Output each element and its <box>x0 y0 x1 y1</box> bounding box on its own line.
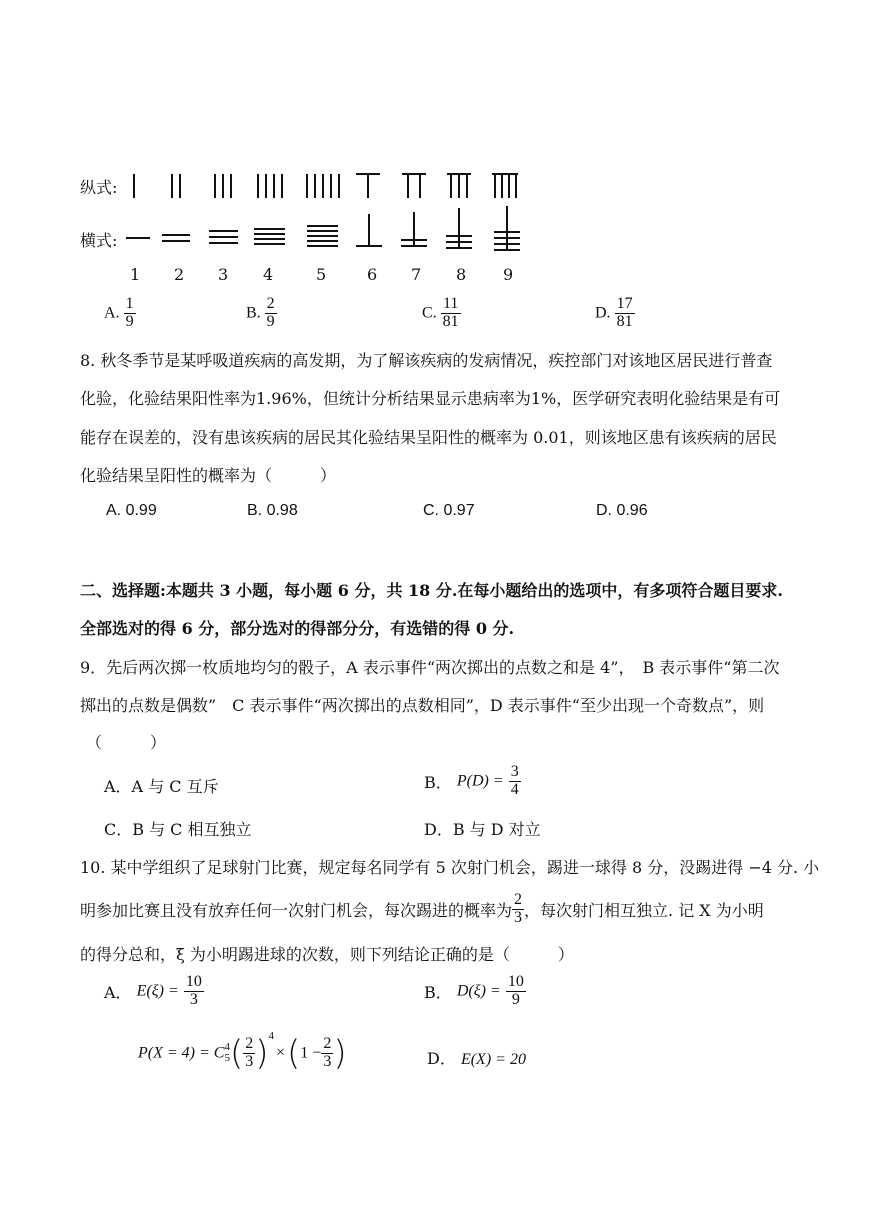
q10-option-d[interactable] <box>427 1046 526 1069</box>
q9-b-den: 4 <box>510 780 519 798</box>
q10-option-a[interactable] <box>104 974 204 1009</box>
q9-option-a[interactable]: A．A 与 C 互斥 <box>104 777 219 796</box>
q10-line-2-a: 明参加比赛且没有放弃任何一次射门机会，每次踢进的概率为 <box>80 900 513 920</box>
q7-b-den: 9 <box>266 312 275 330</box>
q10-prob-num: 2 <box>514 891 523 908</box>
q8-option-b[interactable] <box>247 502 298 520</box>
q10-a-num: 10 <box>185 973 202 990</box>
q9-line-2: 掷出的点数是偶数” C 表示事件“两次掷出的点数相同”，D 表示事件“至少出现一个奇数点”，则 <box>80 696 765 715</box>
q10-c-expr: P(X = 4) = C <box>138 1044 225 1062</box>
q9-line-3: （ ） <box>86 733 167 752</box>
q8-option-c[interactable] <box>423 502 475 520</box>
q9-option-c[interactable]: C．B 与 C 相互独立 <box>104 820 252 839</box>
q10-a-prefix: A． <box>104 982 132 1002</box>
q7-b-num: 2 <box>266 295 275 312</box>
digit-3: 3 <box>218 265 229 284</box>
section-2-line-1: 二、选择题:本题共 3 小题，每小题 6 分，共 18 分.在每小题给出的选项中，有多项符合题目要求. <box>80 581 784 600</box>
q7-option-a-letter: A. <box>104 304 120 322</box>
q9-option-d[interactable]: D．B 与 D 对立 <box>424 820 541 839</box>
vertical-rods-label: 纵式: <box>80 178 118 197</box>
q10-c-fraction-1 <box>243 1036 255 1071</box>
horizontal-rods <box>126 206 520 250</box>
q7-option-d-fraction <box>615 296 635 331</box>
q10-b-den: 9 <box>511 990 520 1008</box>
q10-b-prefix: B． <box>424 982 452 1002</box>
q10-a-expr: E(ξ) = <box>136 982 179 1000</box>
q8-b-letter: B. <box>247 502 263 519</box>
q7-option-d-letter: D. <box>595 304 611 322</box>
q10-b-expr: D(ξ) = <box>456 982 501 1000</box>
digit-5: 5 <box>316 265 327 284</box>
q10-a-fraction <box>184 974 204 1009</box>
q9-b-num: 3 <box>510 763 519 780</box>
q10-b-fraction <box>506 974 526 1009</box>
q7-option-c[interactable] <box>422 296 461 331</box>
q10-c-binom-sub: 5 <box>224 1052 230 1065</box>
q10-c-power: 4 <box>268 1030 274 1042</box>
digit-2: 2 <box>174 265 185 284</box>
q10-line-2-b: ，每次射门相互独立. 记 X 为小明 <box>524 900 764 920</box>
digit-8: 8 <box>456 265 467 284</box>
q10-c-num-2: 2 <box>323 1035 332 1052</box>
q7-c-num: 11 <box>442 295 459 312</box>
q7-a-den: 9 <box>125 312 134 330</box>
q8-a-letter: A. <box>106 502 122 519</box>
q10-c-one-minus: 1 − <box>300 1044 322 1062</box>
q9-option-b[interactable] <box>424 764 521 799</box>
q10-c-left-paren-1: ( <box>229 1033 244 1074</box>
q9-line-1: 9．先后两次掷一枚质地均匀的骰子，A 表示事件“两次掷出的点数之和是 4”， B 表示事件“第二次 <box>80 658 780 677</box>
q7-c-den: 81 <box>442 312 459 330</box>
q7-option-b-fraction <box>265 296 277 331</box>
q10-d-prefix: D． <box>427 1049 456 1068</box>
vertical-rods <box>134 174 518 198</box>
q10-prob-fraction <box>512 892 524 927</box>
q10-a-den: 3 <box>189 990 198 1008</box>
q10-c-fraction-2 <box>321 1036 333 1071</box>
q10-c-right-paren-1: ) <box>255 1033 269 1074</box>
q10-line-1: 10. 某中学组织了足球射门比赛，规定每名同学有 5 次射门机会，踢进一球得 8 分，没踢进得 −4 分. 小 <box>80 858 820 877</box>
q8-line-1: 8. 秋冬季节是某呼吸道疾病的高发期，为了解该疾病的发病情况，疾控部门对该地区居民进行普查 <box>80 351 773 370</box>
q10-c-den-1: 3 <box>245 1052 254 1070</box>
q9-b-expr: P(D) = <box>456 772 504 790</box>
q10-c-binom-sup: 4 <box>224 1041 230 1054</box>
digit-4: 4 <box>263 265 274 284</box>
q8-d-letter: D. <box>596 502 612 519</box>
q7-option-a-fraction <box>124 296 136 331</box>
q10-c-right-paren-2: ) <box>333 1033 347 1074</box>
q9-b-fraction <box>509 764 521 799</box>
q10-option-c[interactable] <box>138 1030 347 1074</box>
digit-1: 1 <box>130 265 141 284</box>
digit-6: 6 <box>367 265 378 284</box>
q7-option-d[interactable] <box>595 296 635 331</box>
q8-line-3: 能存在误差的，没有患该疾病的居民其化验结果呈阳性的概率为 0.01，则该地区患有该疾病的居民 <box>80 428 777 447</box>
q7-option-b-letter: B. <box>246 304 261 322</box>
q10-c-num-1: 2 <box>245 1035 254 1052</box>
q7-option-a[interactable] <box>104 296 136 331</box>
q10-c-den-2: 3 <box>323 1052 332 1070</box>
q8-option-d[interactable] <box>596 502 648 520</box>
q10-c-times: × <box>276 1044 286 1062</box>
q10-b-num: 10 <box>507 973 524 990</box>
horizontal-rods-label: 横式: <box>80 231 118 250</box>
q7-option-c-fraction <box>441 296 461 331</box>
q7-d-den: 81 <box>616 312 633 330</box>
q7-d-num: 17 <box>616 295 633 312</box>
q10-c-left-paren-2: ( <box>287 1033 301 1074</box>
q10-line-3: 的得分总和，ξ 为小明踢进球的次数，则下列结论正确的是（ ） <box>80 945 574 964</box>
q8-option-a[interactable] <box>106 502 157 520</box>
q10-d-expr: E(X) = 20 <box>460 1051 526 1068</box>
q8-b-text: 0.98 <box>266 502 298 519</box>
q8-c-letter: C. <box>423 502 439 519</box>
rod-numerals-diagram <box>120 168 540 263</box>
digit-9: 9 <box>503 265 514 284</box>
q7-option-c-letter: C. <box>422 304 437 322</box>
q8-c-text: 0.97 <box>443 502 475 519</box>
q7-option-b[interactable] <box>246 296 277 331</box>
q8-d-text: 0.96 <box>616 502 648 519</box>
q8-line-4: 化验结果呈阳性的概率为（ ） <box>80 466 337 485</box>
q10-prob-den: 3 <box>514 908 523 926</box>
digit-7: 7 <box>411 265 422 284</box>
q8-line-2: 化验，化验结果阳性率为1.96%，但统计分析结果显示患病率为1%，医学研究表明化验结果是有可 <box>80 389 781 408</box>
q9-b-prefix: B． <box>424 772 452 792</box>
q8-a-text: 0.99 <box>125 502 157 519</box>
q7-a-num: 1 <box>125 295 134 312</box>
section-2-line-2: 全部选对的得 6 分，部分选对的得部分分，有选错的得 0 分. <box>80 619 515 638</box>
q10-line-2 <box>80 892 764 927</box>
q10-option-b[interactable] <box>424 974 526 1009</box>
